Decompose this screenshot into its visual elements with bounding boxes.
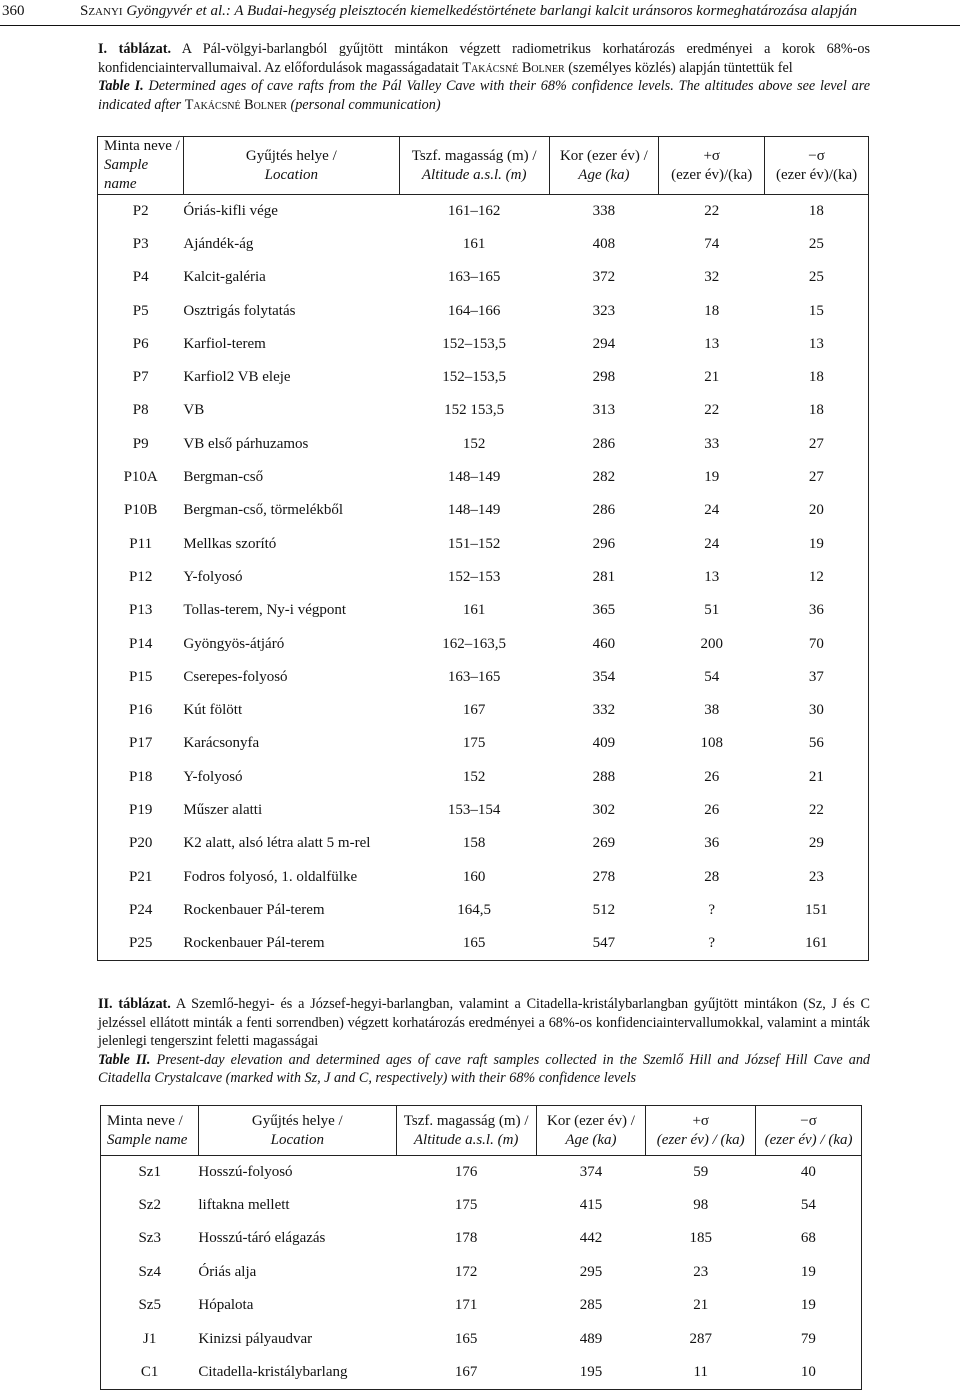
table-row (101, 1356, 862, 1389)
cell-plus-sigma: 59 (693, 1163, 709, 1180)
cell-minus-sigma: 25 (808, 235, 824, 252)
cell-plus-sigma: 38 (704, 702, 720, 719)
cell-minus-sigma: 19 (800, 1297, 816, 1314)
cell-sample: P19 (129, 801, 153, 818)
cell-sample: P4 (132, 269, 149, 286)
cell-altitude: 172 (454, 1263, 478, 1280)
table1-caption-en-text: Determined ages of cave rafts from the Pál Valley Cave with their 68% confidence levels. The altitudes above see level are indicated after (98, 78, 870, 113)
table2-caption-hu (98, 995, 870, 1051)
cell-minus-sigma: 54 (800, 1197, 816, 1214)
cell-location: Kinizsi pályaudvar (198, 1330, 313, 1347)
cell-plus-sigma: 21 (693, 1297, 709, 1314)
table2-header-row (101, 1106, 862, 1156)
cell-sample: P16 (129, 702, 153, 719)
cell-age: 338 (592, 202, 616, 219)
cell-location: Cserepes-folyosó (183, 668, 288, 685)
cell-sample: P9 (132, 435, 149, 452)
cell-age: 286 (592, 502, 616, 519)
table-row (98, 294, 869, 327)
cell-altitude: 152 (462, 435, 486, 452)
cell-sample: P5 (132, 302, 149, 319)
cell-sample: P2 (132, 202, 149, 219)
cell-altitude: 164,5 (457, 901, 492, 918)
cell-age: 354 (592, 668, 616, 685)
table-row (98, 261, 869, 294)
cell-location: Citadella-kristálybarlang (198, 1363, 348, 1380)
cell-plus-sigma: 28 (704, 868, 720, 885)
table1-caption-en-text-2: (personal communication) (290, 96, 441, 113)
cell-location: Bergman-cső (183, 469, 264, 486)
cell-age: 512 (592, 901, 616, 918)
cell-sample: P6 (132, 335, 149, 352)
table1-label-hu: I. táblázat. (98, 41, 172, 57)
cell-plus-sigma: 22 (704, 402, 720, 419)
running-title-text: Gyöngyvér et al.: A Budai-hegység pleisztocén kiemelkedéstörténete barlangi kalcit uránsoros kormeghatározása alapján (126, 3, 857, 19)
table-row (101, 1222, 862, 1255)
cell-plus-sigma: 185 (689, 1230, 712, 1247)
cell-altitude: 151–152 (447, 535, 501, 552)
cell-plus-sigma: 19 (704, 469, 720, 486)
cell-plus-sigma: 98 (693, 1197, 709, 1214)
page-number: 360 (2, 3, 25, 19)
cell-minus-sigma: 25 (808, 269, 824, 286)
cell-age: 332 (592, 702, 616, 719)
cell-age: 460 (592, 635, 616, 652)
cell-sample: P21 (129, 868, 153, 885)
cell-plus-sigma: 32 (704, 269, 720, 286)
table-row (98, 827, 869, 860)
cell-location: Műszer alatti (183, 801, 263, 818)
cell-location: liftakna mellett (198, 1197, 290, 1214)
cell-age: 547 (592, 934, 616, 951)
cell-plus-sigma: 22 (704, 202, 720, 219)
table2-label-en: Table II. (98, 1051, 151, 1068)
cell-location: Óriás-kifli vége (183, 202, 278, 219)
table-row (98, 461, 869, 494)
table1-col-location: Gyűjtés helye / Location (183, 137, 399, 195)
cell-altitude: 175 (454, 1197, 478, 1214)
table-row (98, 860, 869, 893)
cell-altitude: 165 (462, 934, 486, 951)
cell-location: Hópalota (198, 1297, 254, 1314)
cell-minus-sigma: 161 (805, 934, 828, 951)
cell-minus-sigma: 10 (800, 1363, 816, 1380)
cell-location: VB (183, 402, 205, 419)
running-title (80, 3, 857, 20)
cell-altitude: 175 (462, 735, 486, 752)
cell-plus-sigma: ? (708, 901, 716, 918)
cell-location: K2 alatt, alsó létra alatt 5 m-rel (183, 835, 371, 852)
table1-caption-hu-author: Takácsné Bolner (462, 59, 565, 76)
cell-minus-sigma: 40 (800, 1163, 816, 1180)
cell-altitude: 161–162 (447, 202, 501, 219)
cell-sample: Sz2 (138, 1197, 161, 1214)
table-row (101, 1189, 862, 1222)
cell-location: Kút fölött (183, 702, 243, 719)
cell-location: Karfiol-terem (183, 335, 266, 352)
table1-caption-hu-text: A Pál-völgyi-barlangból gyűjtött mintákon végzett radiometrikus korhatározás eredményei a korok 68%-os konfidenciaintervallumaival. Az előfordulások magasságadatait (98, 41, 871, 76)
cell-sample: P10A (123, 469, 158, 486)
cell-location: Tollas-terem, Ny-i végpont (183, 602, 347, 619)
table-row (98, 527, 869, 560)
cell-minus-sigma: 29 (808, 835, 824, 852)
table1-label-en: Table I. (98, 78, 144, 95)
cell-altitude: 152 (462, 768, 486, 785)
cell-age: 195 (579, 1363, 603, 1380)
cell-age: 285 (579, 1297, 603, 1314)
cell-minus-sigma: 18 (808, 202, 824, 219)
table-row (98, 694, 869, 727)
cell-sample: P14 (129, 635, 153, 652)
table-row (98, 894, 869, 927)
cell-age: 409 (592, 735, 616, 752)
cell-location: Osztrigás folytatás (183, 302, 296, 319)
cell-sample: Sz5 (138, 1297, 161, 1314)
cell-sample: P13 (129, 602, 153, 619)
cell-plus-sigma: 13 (704, 568, 720, 585)
cell-plus-sigma: 24 (704, 535, 720, 552)
cell-altitude: 152–153 (447, 568, 501, 585)
cell-altitude: 161 (462, 235, 486, 252)
cell-plus-sigma: ? (708, 934, 716, 951)
cell-minus-sigma: 22 (808, 801, 824, 818)
cell-age: 278 (592, 868, 616, 885)
cell-altitude: 176 (454, 1163, 478, 1180)
table-row (101, 1256, 862, 1289)
cell-minus-sigma: 23 (808, 868, 824, 885)
cell-altitude: 167 (454, 1363, 478, 1380)
cell-plus-sigma: 54 (704, 668, 720, 685)
cell-sample: P24 (129, 901, 153, 918)
cell-minus-sigma: 68 (800, 1230, 816, 1247)
cell-sample: P17 (129, 735, 153, 752)
cell-location: Gyöngyös-átjáró (183, 635, 285, 652)
table-row (98, 727, 869, 760)
cell-minus-sigma: 27 (808, 435, 824, 452)
cell-altitude: 163–165 (447, 668, 501, 685)
cell-minus-sigma: 37 (808, 668, 824, 685)
cell-minus-sigma: 36 (808, 602, 824, 619)
table2-col-location: Gyűjtés helye / Location (198, 1106, 396, 1156)
cell-plus-sigma: 26 (704, 768, 720, 785)
cell-age: 365 (592, 602, 616, 619)
table-row (98, 428, 869, 461)
table-row (98, 328, 869, 361)
cell-plus-sigma: 23 (693, 1263, 709, 1280)
cell-plus-sigma: 108 (700, 735, 723, 752)
table2-col-sample: Minta neve / Sample name (107, 1112, 188, 1148)
cell-altitude: 167 (462, 702, 486, 719)
cell-minus-sigma: 79 (800, 1330, 816, 1347)
cell-age: 294 (592, 335, 616, 352)
cell-minus-sigma: 19 (808, 535, 824, 552)
cell-plus-sigma: 51 (704, 602, 720, 619)
cell-location: Rockenbauer Pál-terem (183, 901, 325, 918)
cell-sample: P20 (129, 835, 153, 852)
table1-caption (98, 40, 870, 114)
cell-sample: P25 (129, 934, 153, 951)
cell-age: 298 (592, 369, 616, 386)
table-row (98, 661, 869, 694)
cell-altitude: 158 (462, 835, 486, 852)
cell-age: 281 (592, 568, 616, 585)
cell-altitude: 164–166 (447, 302, 501, 319)
cell-age: 302 (592, 801, 616, 818)
table-row (101, 1322, 862, 1355)
table-row (98, 394, 869, 427)
cell-plus-sigma: 33 (704, 435, 720, 452)
cell-sample: Sz3 (138, 1230, 161, 1247)
table-row (98, 794, 869, 827)
cell-altitude: 153–154 (447, 801, 501, 818)
cell-location: Hosszú-táró elágazás (198, 1230, 326, 1247)
cell-minus-sigma: 151 (805, 901, 828, 918)
cell-sample: P10B (124, 502, 158, 519)
table1-col-sample: Minta neve / Sample name (104, 138, 180, 192)
table2-col-altitude: Tszf. magasság (m) / Altitude a.s.l. (m) (396, 1106, 536, 1156)
table-row (101, 1156, 862, 1189)
cell-plus-sigma: 287 (689, 1330, 712, 1347)
cell-sample: C1 (140, 1363, 159, 1380)
cell-sample: P12 (129, 568, 153, 585)
cell-age: 313 (592, 402, 616, 419)
cell-minus-sigma: 70 (808, 635, 824, 652)
cell-sample: P15 (129, 668, 153, 685)
running-header (0, 0, 960, 24)
cell-location: Bergman-cső, törmelékből (183, 502, 344, 519)
cell-plus-sigma: 74 (704, 235, 720, 252)
cell-age: 489 (579, 1330, 603, 1347)
cell-location: Rockenbauer Pál-terem (183, 934, 325, 951)
cell-location: Mellkas szorító (183, 535, 277, 552)
cell-minus-sigma: 18 (808, 402, 824, 419)
cell-plus-sigma: 26 (704, 801, 720, 818)
table-row (98, 761, 869, 794)
cell-altitude: 148–149 (447, 502, 501, 519)
cell-plus-sigma: 36 (704, 835, 720, 852)
table2-caption-hu-text: A Szemlő-hegyi- és a József-hegyi-barlangban, valamint a Citadella-kristálybarlangban gyűjtött mintákon (Sz, J és C jelzéssel ellátott minták a fenti sorrendben) végzett korhatározás eredményei a 68%-os konfidenciaintervallumokkal, valamint a minták jelenlegi tengerszint feletti magasságai (98, 996, 870, 1050)
cell-plus-sigma: 200 (700, 635, 723, 652)
table1 (97, 136, 869, 961)
table-row (98, 927, 869, 960)
cell-age: 415 (579, 1197, 603, 1214)
cell-minus-sigma: 18 (808, 369, 824, 386)
cell-minus-sigma: 12 (808, 568, 824, 585)
cell-minus-sigma: 15 (808, 302, 824, 319)
table2-col-age: Kor (ezer év) / Age (ka) (536, 1106, 646, 1156)
cell-age: 323 (592, 302, 616, 319)
table-row (101, 1289, 862, 1322)
cell-altitude: 165 (454, 1330, 478, 1347)
table-row (98, 361, 869, 394)
table1-col-plus-sigma: +σ (ezer év)/(ka) (659, 137, 765, 195)
cell-plus-sigma: 21 (704, 369, 720, 386)
table1-header-row (98, 137, 869, 195)
table1-body (98, 195, 869, 961)
cell-altitude: 152–153,5 (442, 335, 507, 352)
author-name: Szanyi (80, 3, 123, 19)
cell-altitude: 152–153,5 (442, 369, 507, 386)
header-rule (0, 25, 960, 26)
table2-caption-en-text: Present-day elevation and determined ages of cave raft samples collected in the Szemlő Hill and József Hill Cave and Citadella Crystalcave (marked with Sz, J and C, respectively) with their 68% confidence levels (98, 1051, 871, 1087)
cell-location: Karfiol2 VB eleje (183, 369, 291, 386)
cell-location: VB első párhuzamos (183, 435, 309, 452)
cell-age: 288 (592, 768, 616, 785)
cell-sample: P11 (129, 535, 153, 552)
cell-age: 374 (579, 1163, 603, 1180)
table2-caption-en (98, 1051, 870, 1088)
table1-caption-en (98, 77, 870, 114)
cell-altitude: 163–165 (447, 269, 501, 286)
cell-minus-sigma: 21 (808, 768, 824, 785)
cell-age: 286 (592, 435, 616, 452)
cell-plus-sigma: 18 (704, 302, 720, 319)
cell-altitude: 160 (462, 868, 486, 885)
table2-label-hu: II. táblázat. (98, 996, 171, 1012)
cell-minus-sigma: 56 (808, 735, 824, 752)
cell-location: Karácsonyfa (183, 735, 260, 752)
table2-caption (98, 995, 870, 1088)
table-row (98, 494, 869, 527)
table1-caption-hu-text-2: (személyes közlés) alapján tüntettük fel (568, 59, 793, 76)
cell-altitude: 161 (462, 602, 486, 619)
cell-minus-sigma: 20 (808, 502, 824, 519)
cell-age: 282 (592, 469, 616, 486)
cell-sample: J1 (143, 1330, 157, 1347)
cell-plus-sigma: 24 (704, 502, 720, 519)
cell-sample: P8 (132, 402, 149, 419)
table-row (98, 228, 869, 261)
cell-altitude: 152 153,5 (444, 402, 505, 419)
cell-location: Hosszú-folyosó (198, 1163, 293, 1180)
cell-sample: P7 (132, 369, 149, 386)
table1-col-age: Kor (ezer év) / Age (ka) (549, 137, 659, 195)
cell-age: 296 (592, 535, 616, 552)
cell-age: 442 (579, 1230, 603, 1247)
cell-sample: P18 (129, 768, 153, 785)
cell-age: 372 (592, 269, 616, 286)
table-row (98, 195, 869, 228)
cell-minus-sigma: 30 (808, 702, 824, 719)
cell-sample: Sz1 (138, 1163, 161, 1180)
cell-age: 269 (592, 835, 616, 852)
table1-col-altitude: Tszf. magasság (m) / Altitude a.s.l. (m) (399, 137, 549, 195)
cell-location: Ajándék-ág (183, 235, 254, 252)
cell-location: Y-folyosó (183, 768, 243, 785)
table-row (98, 561, 869, 594)
cell-altitude: 178 (454, 1230, 478, 1247)
table1-caption-en-author: Takácsné Bolner (184, 96, 287, 113)
table-row (98, 594, 869, 627)
table-row (98, 627, 869, 660)
table2-col-plus-sigma: +σ (ezer év) / (ka) (646, 1106, 756, 1156)
cell-minus-sigma: 19 (800, 1263, 816, 1280)
cell-altitude: 171 (454, 1297, 478, 1314)
cell-sample: P3 (132, 235, 149, 252)
cell-altitude: 162–163,5 (442, 635, 507, 652)
cell-location: Fodros folyosó, 1. oldalfülke (183, 868, 358, 885)
table1-col-minus-sigma: −σ (ezer év)/(ka) (765, 137, 869, 195)
cell-plus-sigma: 13 (704, 335, 720, 352)
table2-body (101, 1156, 862, 1390)
cell-minus-sigma: 27 (808, 469, 824, 486)
table1-caption-hu (98, 40, 870, 77)
cell-sample: Sz4 (138, 1263, 161, 1280)
cell-location: Óriás alja (198, 1263, 257, 1280)
cell-location: Kalcit-galéria (183, 269, 266, 286)
cell-age: 295 (579, 1263, 603, 1280)
cell-minus-sigma: 13 (808, 335, 824, 352)
cell-location: Y-folyosó (183, 568, 243, 585)
table2 (100, 1105, 862, 1390)
cell-altitude: 148–149 (447, 469, 501, 486)
table2-col-minus-sigma: −σ (ezer év) / (ka) (756, 1106, 862, 1156)
cell-plus-sigma: 11 (693, 1363, 708, 1380)
cell-age: 408 (592, 235, 616, 252)
